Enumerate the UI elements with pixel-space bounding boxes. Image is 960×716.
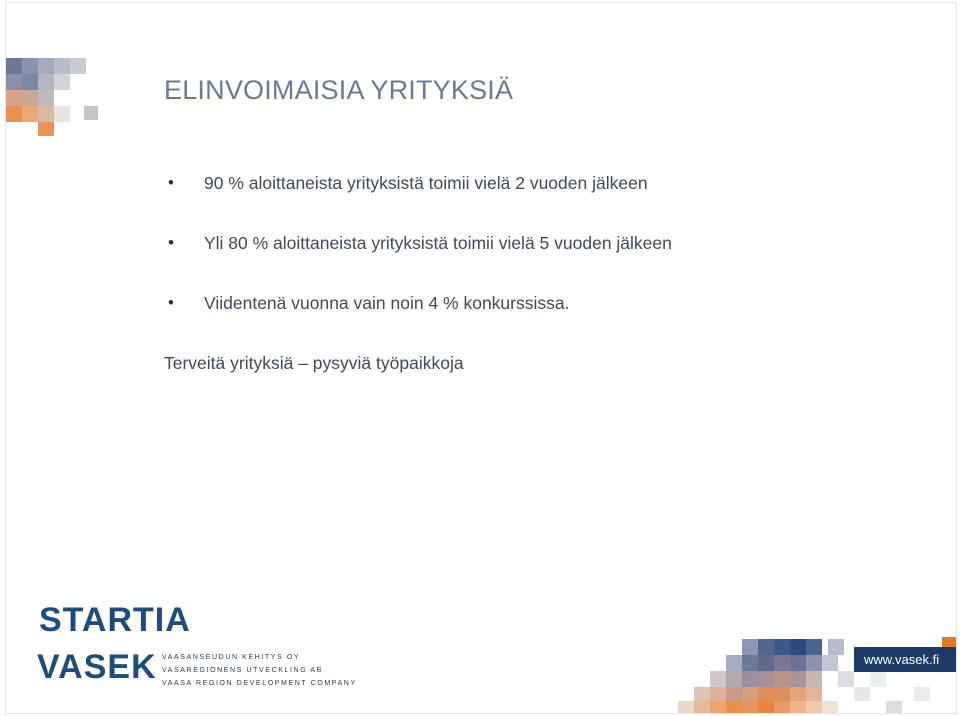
bullet-text: Viidentenä vuonna vain noin 4 % konkurssissa. xyxy=(204,293,570,313)
decorative-mosaic-top-left xyxy=(6,58,126,148)
slide-tagline: Terveitä yrityksiä – pysyviä työpaikkoja xyxy=(164,353,464,373)
startia-logo: STARTIA xyxy=(39,601,191,639)
bullet-list xyxy=(164,171,672,351)
bullet-dot-icon: • xyxy=(168,173,174,192)
website-link[interactable]: www.vasek.fi xyxy=(864,652,940,667)
slide xyxy=(5,2,957,714)
company-names xyxy=(162,651,357,690)
bullet-item xyxy=(164,291,672,351)
bullet-dot-icon: • xyxy=(168,233,174,252)
bullet-dot-icon: • xyxy=(168,293,174,312)
bullet-item xyxy=(164,171,672,231)
bullet-text: Yli 80 % aloittaneista yrityksistä toimii vielä 5 vuoden jälkeen xyxy=(204,233,672,253)
company-name-fi: VAASANSEUDUN KEHITYS OY xyxy=(162,654,301,661)
slide-title: ELINVOIMAISIA YRITYKSIÄ xyxy=(164,75,514,105)
company-name-sv: VASAREGIONENS UTVECKLING AB xyxy=(162,667,323,674)
vasek-logo: VASEK xyxy=(37,648,157,686)
bullet-item xyxy=(164,231,672,291)
decorative-mosaic-bottom-right xyxy=(678,633,957,714)
bullet-text: 90 % aloittaneista yrityksistä toimii vielä 2 vuoden jälkeen xyxy=(204,173,648,193)
company-name-en: VAASA REGION DEVELOPMENT COMPANY xyxy=(162,680,357,687)
